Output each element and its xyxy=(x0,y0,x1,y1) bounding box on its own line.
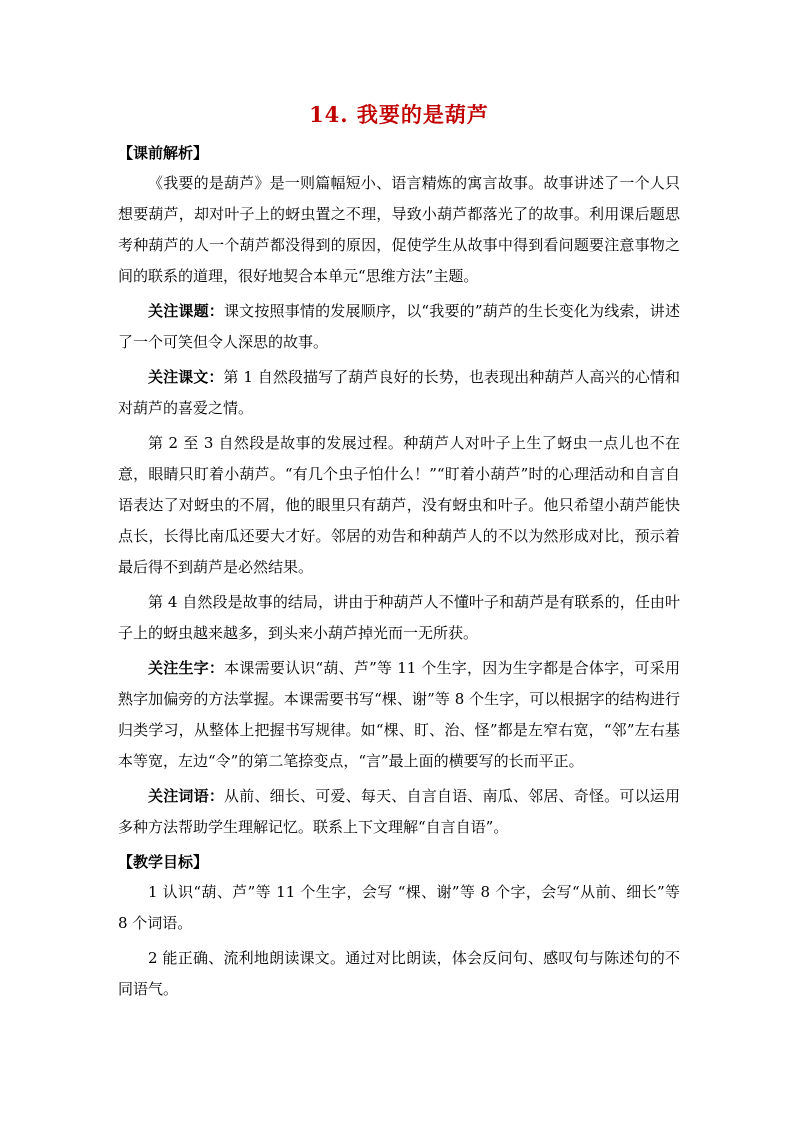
text-text: 第 1 自然段描写了葫芦良好的长势，也表现出种葫芦人高兴的心情和对葫芦的喜爱之情。 xyxy=(118,368,680,417)
page-title: 14. 我要的是葫芦 xyxy=(309,102,489,127)
topic-lead: 关注课题： xyxy=(148,302,224,320)
topic-text: 课文按照事情的发展顺序，以“我要的”葫芦的生长变化为线索，讲述了一个可笑但令人深思的故事。 xyxy=(118,302,680,351)
goal-item-1: 1 认识“葫、芦”等 11 个生字，会写 “棵、谢”等 8 个字，会写“从前、细长”等 8 个词语。 xyxy=(118,883,680,932)
intro-paragraph: 《我要的是葫芦》是一则篇幅短小、语言精炼的寓言故事。故事讲述了一个人只想要葫芦，却对叶子上的蚜虫置之不理，导致小葫芦都落光了的故事。利用课后题思考种葫芦的人一个葫芦都没得到的原因，促使学生从故事中得到看问题要注意事物之间的联系的道理，很好地契合本单元“思维方法”主题。 xyxy=(118,174,680,285)
text-paragraph xyxy=(118,362,680,424)
chars-text: 本课需要认识“葫、芦”等 11 个生字，因为生字都是合体字，可采用熟字加偏旁的方法掌握。本课需要书写“棵、谢”等 8 个生字，可以根据字的结构进行归类学习，从整体上把握书写规律。如“棵、盯、治、怪”都是左窄右宽，“邻”左右基本等宽，左边“令”的第二笔捺变点，“言”最上面的横要写的长而平正。 xyxy=(118,659,680,770)
section-heading-goals: 【教学目标】 xyxy=(118,853,209,871)
document-page xyxy=(118,100,680,1009)
topic-paragraph xyxy=(118,296,680,358)
text-lead: 关注课文： xyxy=(148,368,224,386)
story-development-paragraph: 第 2 至 3 自然段是故事的发展过程。种葫芦人对叶子上生了蚜虫一点儿也不在意，眼睛只盯着小葫芦。“有几个虫子怕什么！”“盯着小葫芦”时的心理活动和自言自语表达了对蚜虫的不屑，他的眼里只有葫芦，没有蚜虫和叶子。他只希望小葫芦能快点长，长得比南瓜还要大才好。邻居的劝告和种葫芦人的不以为然形成对比，预示着最后得不到葫芦是必然结果。 xyxy=(118,434,680,576)
goal-item-2: 2 能正确、流利地朗读课文。通过对比朗读，体会反问句、感叹句与陈述句的不同语气。 xyxy=(118,949,680,998)
chars-lead: 关注生字： xyxy=(148,659,225,677)
section-heading-analysis: 【课前解析】 xyxy=(118,144,209,162)
chars-paragraph xyxy=(118,653,680,777)
words-text: 从前、细长、可爱、每天、自言自语、南瓜、邻居、奇怪。可以运用多种方法帮助学生理解记忆。联系上下文理解“自言自语”。 xyxy=(118,787,680,836)
words-lead: 关注词语： xyxy=(148,787,225,805)
story-ending-paragraph: 第 4 自然段是故事的结局，讲由于种葫芦人不懂叶子和葫芦是有联系的，任由叶子上的蚜虫越来越多，到头来小葫芦掉光而一无所获。 xyxy=(118,593,680,642)
words-paragraph xyxy=(118,781,680,843)
